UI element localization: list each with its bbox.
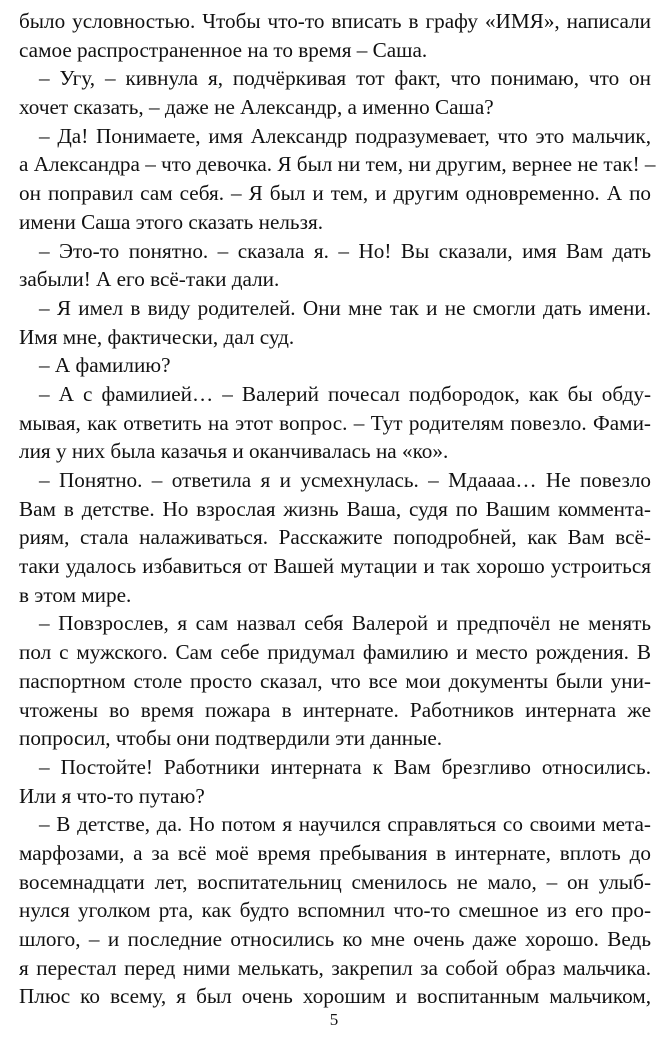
text-line: было условностью. Чтобы что-то вписать в графу «ИМЯ», написали bbox=[19, 9, 651, 33]
text-line: – Это-то понятно. – сказала я. – Но! Вы сказали, имя Вам дать bbox=[39, 238, 651, 263]
text-line: – А фамилию? bbox=[39, 353, 171, 378]
text-line: самое распространенное на то время – Саша. bbox=[19, 37, 428, 62]
text-line: он поправил сам себя. – Я был и тем, и другим одновременно. А по bbox=[19, 181, 651, 206]
text-line: нулся уголком рта, как будто вспомнил что-то смешное из его про- bbox=[19, 898, 651, 923]
text-line: пол с мужского. Сам себе придумал фамилию и место рождения. В bbox=[19, 640, 651, 665]
text-line: таки удалось избавиться от Вашей мутации и так хорошо устроиться bbox=[19, 554, 651, 579]
text-line: хочет сказать, – даже не Александр, а именно Саша? bbox=[19, 95, 494, 120]
text-line: Имя мне, фактически, дал суд. bbox=[19, 324, 295, 349]
text-line: в этом мире. bbox=[19, 582, 132, 607]
text-line: – Постойте! Работники интерната к Вам брезгливо относились. bbox=[39, 754, 651, 779]
text-line: а Александра – что девочка. Я был ни тем, ни другим, вернее не так! – bbox=[19, 152, 656, 177]
text-line: риям, стала налаживаться. Расскажите поподробней, как Вам всё- bbox=[19, 525, 651, 550]
text-line: – Угу, – кивнула я, подчёркивая тот факт, что понимаю, что он bbox=[39, 66, 651, 91]
text-line: восемнадцати лет, воспитательниц сменилось не мало, – он улыб- bbox=[19, 869, 651, 894]
text-line: Или я что-то путаю? bbox=[19, 783, 205, 808]
text-line: – В детстве, да. Но потом я научился справляться со своими мета- bbox=[39, 812, 651, 837]
text-line: лия у них была казачья и оканчивалась на «ко». bbox=[19, 439, 449, 464]
text-line: шлого, – и последние относились ко мне очень даже хорошо. Ведь bbox=[19, 927, 651, 951]
text-line: мывая, как ответить на этот вопрос. – Тут родителям повезло. Фами- bbox=[19, 410, 651, 435]
text-line: – Повзрослев, я сам назвал себя Валерой и предпочёл не менять bbox=[39, 611, 651, 636]
text-line: – А с фамилией… – Валерий почесал подбородок, как бы обду- bbox=[39, 381, 651, 406]
text-line: попросил, чтобы они подтвердили эти данные. bbox=[19, 726, 443, 751]
text-line: Вам в детстве. Но взрослая жизнь Ваша, судя по Вашим коммента- bbox=[19, 496, 651, 521]
text-line: паспортном столе просто сказал, что все мои документы были уни- bbox=[19, 668, 651, 693]
page-body bbox=[19, 7, 656, 1011]
text-line: имени Саша этого сказать нельзя. bbox=[19, 209, 324, 234]
page-number: 5 bbox=[329, 1010, 339, 1029]
text-line: Плюс ко всему, я был очень хорошим и воспитанным мальчиком, bbox=[19, 984, 651, 1009]
text-line: забыли! А его всё-таки дали. bbox=[19, 267, 280, 292]
text-line: – Понятно. – ответила я и усмехнулась. – Мдаааа… Не повезло bbox=[39, 468, 651, 492]
text-line: – Да! Понимаете, имя Александр подразумевает, что это мальчик, bbox=[39, 123, 651, 148]
text-line: марфозами, а за всё моё время пребывания в интернате, вплоть до bbox=[19, 840, 651, 865]
text-line: я перестал перед ними мелькать, закрепил за собой образ мальчика. bbox=[19, 955, 651, 980]
text-line: чтожены во время пожара в интернате. Работников интерната же bbox=[19, 697, 651, 722]
text-line: – Я имел в виду родителей. Они мне так и не смогли дать имени. bbox=[39, 295, 651, 320]
